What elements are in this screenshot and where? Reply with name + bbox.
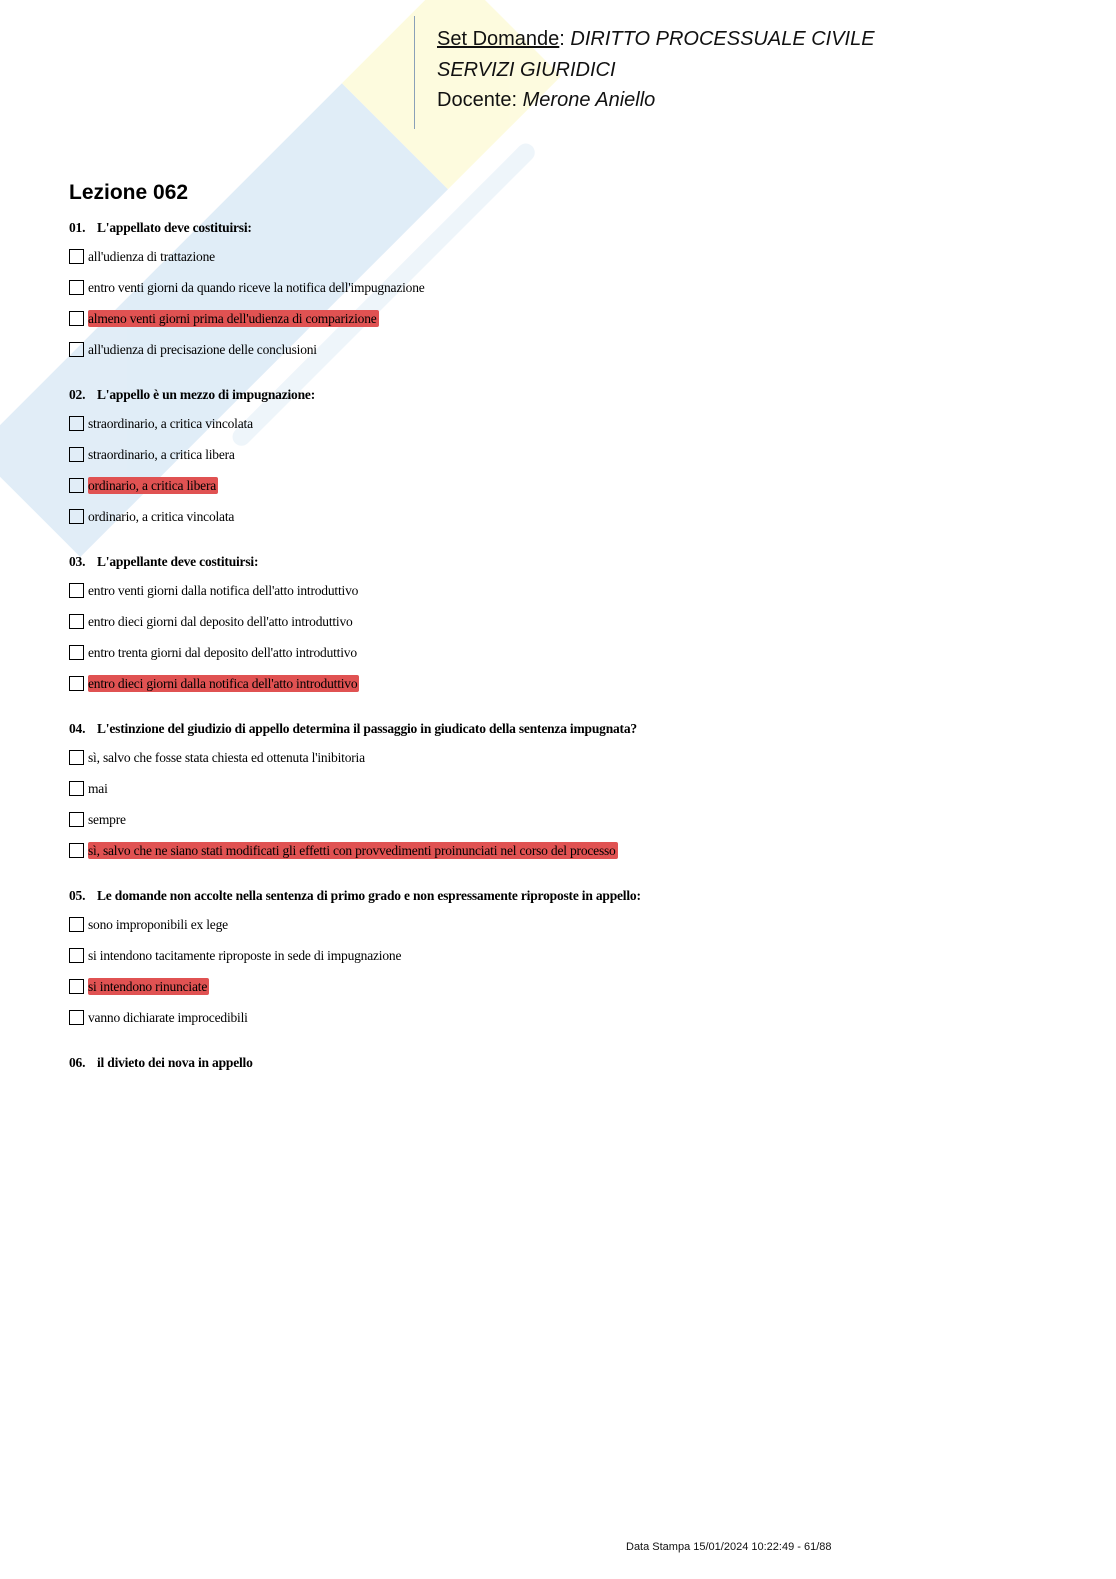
checkbox[interactable]: [69, 948, 84, 963]
correct-answer-text: almeno venti giorni prima dell'udienza di comparizione: [88, 311, 377, 326]
checkbox[interactable]: [69, 676, 84, 691]
option-list: [69, 415, 1069, 553]
option-list: [69, 248, 1069, 386]
answer-text: all'udienza di precisazione delle conclusioni: [88, 342, 317, 357]
question-heading: [69, 386, 1069, 415]
answer-option[interactable]: [69, 978, 1069, 1009]
answer-option[interactable]: [69, 477, 1069, 508]
answer-text: straordinario, a critica libera: [88, 447, 235, 462]
checkbox[interactable]: [69, 583, 84, 598]
checkbox[interactable]: [69, 781, 84, 796]
answer-option[interactable]: [69, 446, 1069, 477]
answer-text: sempre: [88, 812, 126, 827]
answer-text: ordinario, a critica vincolata: [88, 509, 235, 524]
question-heading: [69, 720, 1069, 749]
checkbox[interactable]: [69, 1010, 84, 1025]
answer-option[interactable]: [69, 811, 1069, 842]
checkbox[interactable]: [69, 917, 84, 932]
answer-text: entro venti giorni dalla notifica dell'atto introduttivo: [88, 583, 359, 598]
checkbox[interactable]: [69, 509, 84, 524]
answer-text: entro venti giorni da quando riceve la notifica dell'impugnazione: [88, 280, 425, 295]
correct-answer-text: si intendono rinunciate: [88, 979, 208, 994]
print-footer: Data Stampa 15/01/2024 10:22:49 - 61/88: [626, 1541, 832, 1553]
question-text: Le domande non accolte nella sentenza di primo grado e non espressamente riproposte in appello:: [97, 888, 641, 903]
department: SERVIZI GIURIDICI: [437, 58, 616, 81]
answer-option[interactable]: [69, 947, 1069, 978]
answer-option[interactable]: [69, 749, 1069, 780]
question-block: [69, 887, 1069, 1054]
option-list: [69, 916, 1069, 1054]
answer-option[interactable]: [69, 582, 1069, 613]
answer-option[interactable]: [69, 675, 1069, 720]
answer-option[interactable]: [69, 508, 1069, 553]
checkbox[interactable]: [69, 645, 84, 660]
question-number: 06.: [69, 1055, 86, 1070]
correct-answer-text: sì, salvo che ne siano stati modificati gli effetti con provvedimenti proinunciati nel corso del processo: [88, 843, 616, 858]
answer-text: mai: [88, 781, 108, 796]
checkbox[interactable]: [69, 342, 84, 357]
checkbox[interactable]: [69, 614, 84, 629]
question-block: [69, 553, 1069, 720]
checkbox[interactable]: [69, 416, 84, 431]
checkbox[interactable]: [69, 447, 84, 462]
question-block: [69, 720, 1069, 887]
answer-option[interactable]: [69, 279, 1069, 310]
teacher-name: Merone Aniello: [522, 89, 656, 111]
checkbox[interactable]: [69, 280, 84, 295]
question-block: [69, 1054, 1069, 1083]
lesson-title: Lezione 062: [69, 181, 189, 204]
question-number: 04.: [69, 721, 86, 736]
checkbox[interactable]: [69, 249, 84, 264]
option-list: [69, 749, 1069, 887]
answer-option[interactable]: [69, 644, 1069, 675]
correct-answer-text: ordinario, a critica libera: [88, 478, 217, 493]
question-text: L'estinzione del giudizio di appello determina il passaggio in giudicato della sentenza impugnata?: [97, 721, 637, 736]
question-heading: [69, 887, 1069, 916]
question-number: 05.: [69, 888, 86, 903]
question-block: [69, 219, 1069, 386]
answer-option[interactable]: [69, 780, 1069, 811]
course-name: DIRITTO PROCESSUALE CIVILE: [570, 28, 875, 50]
answer-text: entro trenta giorni dal deposito dell'atto introduttivo: [88, 645, 357, 660]
option-list: [69, 582, 1069, 720]
question-text: L'appellato deve costituirsi:: [97, 220, 252, 235]
answer-option[interactable]: [69, 341, 1069, 386]
answer-text: sì, salvo che fosse stata chiesta ed ottenuta l'inibitoria: [88, 750, 365, 765]
checkbox[interactable]: [69, 979, 84, 994]
question-text: L'appellante deve costituirsi:: [97, 554, 259, 569]
answer-text: entro dieci giorni dal deposito dell'atto introduttivo: [88, 614, 353, 629]
answer-option[interactable]: [69, 916, 1069, 947]
question-heading: [69, 553, 1069, 582]
answer-option[interactable]: [69, 842, 1069, 887]
question-text: il divieto dei nova in appello: [97, 1055, 253, 1070]
answer-option[interactable]: [69, 248, 1069, 279]
checkbox[interactable]: [69, 478, 84, 493]
question-text: L'appello è un mezzo di impugnazione:: [97, 387, 315, 402]
answer-text: sono improponibili ex lege: [88, 917, 228, 932]
answer-text: vanno dichiarate improcedibili: [88, 1010, 248, 1025]
question-heading: [69, 219, 1069, 248]
correct-answer-text: entro dieci giorni dalla notifica dell'atto introduttivo: [88, 676, 358, 691]
answer-text: si intendono tacitamente riproposte in sede di impugnazione: [88, 948, 402, 963]
answer-option[interactable]: [69, 1009, 1069, 1054]
checkbox[interactable]: [69, 812, 84, 827]
answer-option[interactable]: [69, 310, 1069, 341]
answer-option[interactable]: [69, 415, 1069, 446]
header-divider: [414, 16, 415, 129]
checkbox[interactable]: [69, 843, 84, 858]
teacher-label: Docente: [437, 89, 512, 111]
document-header: Set Domande: DIRITTO PROCESSUALE CIVILE SERVIZI GIURIDICI Docente: Merone Aniello: [437, 28, 875, 111]
question-number: 03.: [69, 554, 86, 569]
question-list: [69, 219, 1069, 1083]
answer-option[interactable]: [69, 613, 1069, 644]
checkbox[interactable]: [69, 311, 84, 326]
question-number: 02.: [69, 387, 86, 402]
question-number: 01.: [69, 220, 86, 235]
set-label: Set Domande: [437, 28, 560, 50]
checkbox[interactable]: [69, 750, 84, 765]
question-block: [69, 386, 1069, 553]
question-heading: [69, 1054, 1069, 1083]
answer-text: all'udienza di trattazione: [88, 249, 215, 264]
answer-text: straordinario, a critica vincolata: [88, 416, 253, 431]
